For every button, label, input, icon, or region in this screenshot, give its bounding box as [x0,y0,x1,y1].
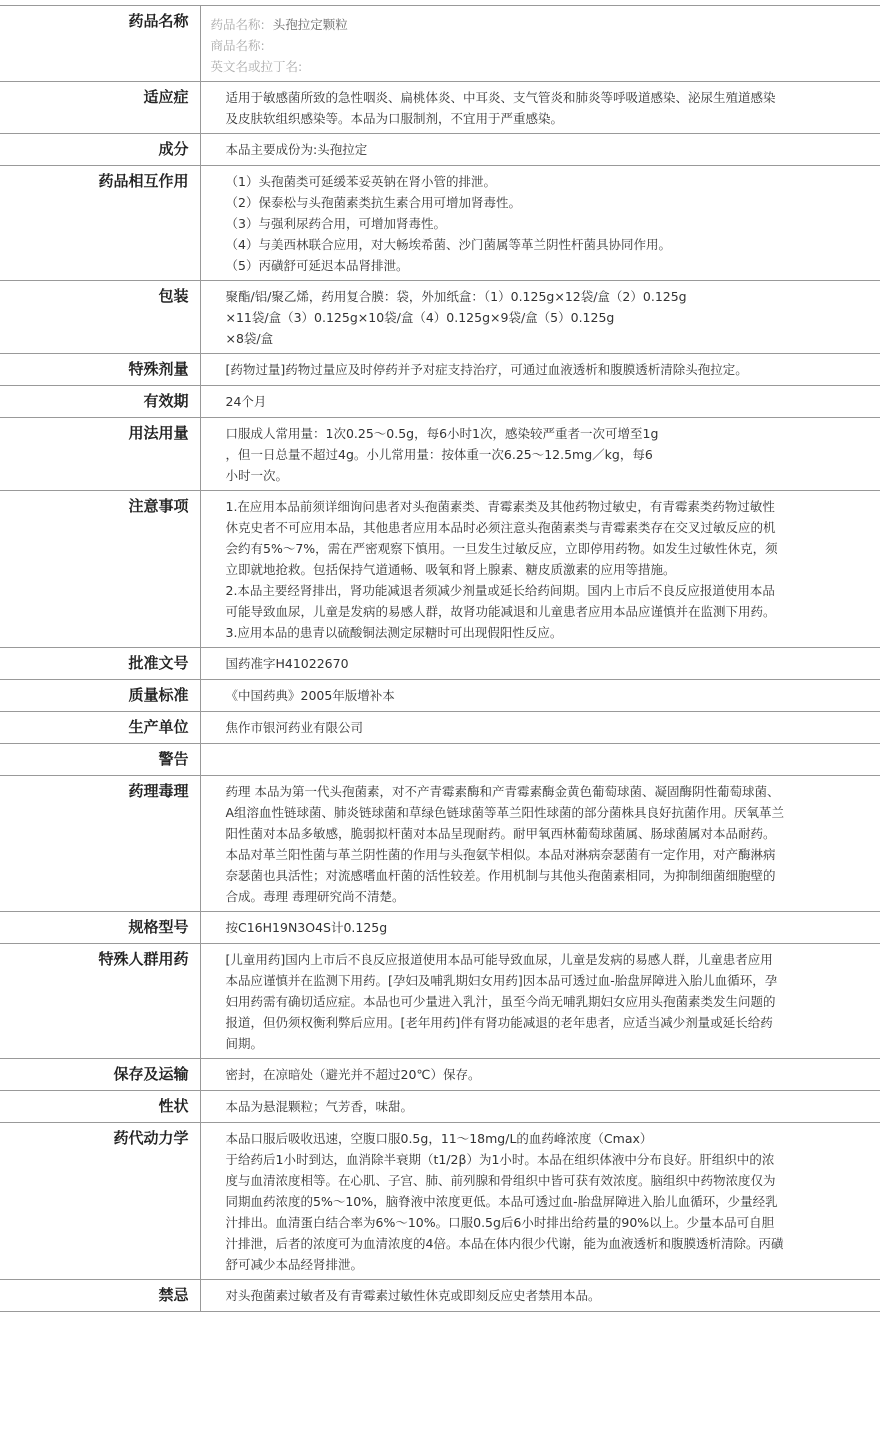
row-value [200,418,880,491]
value-line: 3.应用本品的患青以硫酸铜法测定尿糖时可出现假阳性反应。 [225,625,563,640]
row-value [200,491,880,648]
row-label: 批准文号 [0,648,200,680]
row-value [200,1059,880,1091]
row-label: 特殊人群用药 [0,944,200,1059]
value-line: 适用于敏感菌所致的急性咽炎、扁桃体炎、中耳炎、支气管炎和肺炎等呼吸道感染、泌尿生殖道感染及皮肤软组织感染等。本品为口服制剂，不宜用于严重感染。 [225,90,776,126]
info-row [0,776,880,912]
value-line: ×11袋/盒（3）0.125g×10袋/盒（4）0.125g×9袋/盒（5）0.125g [225,310,615,325]
row-value [200,1280,880,1312]
info-row [0,912,880,944]
info-row [0,1091,880,1123]
row-value [200,648,880,680]
row-label: 禁忌 [0,1280,200,1312]
row-label: 质量标准 [0,680,200,712]
value-line: 《中国药典》2005年版增补本 [225,688,395,703]
row-label: 药理毒理 [0,776,200,912]
row-label: 适应症 [0,82,200,134]
info-row [0,680,880,712]
value-line: 于给药后1小时到达，血消除半衰期（t1/2β）为1小时。本品在组织体液中分布良好。肝组织中的浓度与血清浓度相等。在心肌、子宫、肺、前列腺和骨组织中皆可获有效浓度。脑组织中药物浓度仅为同期血药浓度的5%～10%，脑脊液中浓度更低。本品可透过血-胎盘屏障进入胎儿血循环，少量经乳汁排出。血清蛋白结合率为6%～10%。口服0.5g后6小时排出给药量的90%以上。少量本品可自胆汁排泄，后者的浓度可为血清浓度的4倍。本品在体内很少代谢，能为血液透析和腹膜透析清除。丙磺舒可减少本品经肾排泄。 [225,1152,784,1272]
row-value [200,944,880,1059]
row-label: 注意事项 [0,491,200,648]
value-line: 药理 本品为第一代头孢菌素，对不产青霉素酶和产青霉素酶金黄色葡萄球菌、凝固酶阴性葡萄球菌、A组溶血性链球菌、肺炎链球菌和草绿色链球菌等革兰阳性球菌的部分菌株具良好抗菌作用。厌氧革兰阳性菌对本品多敏感，脆弱拟杆菌对本品呈现耐药。耐甲氧西林葡萄球菌属、肠球菌属对本品耐药。本品对革兰阳性菌与革兰阴性菌的作用与头孢氨苄相似。本品对淋病奈瑟菌有一定作用，对产酶淋病奈瑟菌也具活性；对流感嗜血杆菌的活性较差。作用机制与其他头孢菌素相同，为抑制细菌细胞壁的合成。毒理 毒理研究尚不清楚。 [225,784,785,904]
value-line: （3）与强利尿药合用，可增加肾毒性。 [225,216,446,231]
value-line: 本品为悬混颗粒；气芳香，味甜。 [225,1099,414,1114]
trade-name-label: 商品名称: [210,38,265,53]
row-value [200,744,880,776]
value-line: ×8袋/盒 [225,331,274,346]
info-row [0,134,880,166]
value-line: 国药准字H41022670 [225,656,349,671]
value-line: 24个月 [225,394,267,409]
value-line: [药物过量]药物过量应及时停药并予对症支持治疗，可通过血液透析和腹膜透析清除头孢拉定。 [225,362,748,377]
value-line: [儿童用药]国内上市后不良反应报道使用本品可能导致血尿，儿童是发病的易感人群，儿童患者应用本品应谨慎并在监测下用药。[孕妇及哺乳期妇女用药]因本品可透过血-胎盘屏障进入胎儿血循环，孕妇用药需有确切适应症。本品也可少量进入乳汁，虽至今尚无哺乳期妇女应用头孢菌素类发生问题的报道，但仍须权衡利弊后应用。[老年用药]伴有肾功能减退的老年患者，应适当减少剂量或延长给药间期。 [225,952,778,1051]
drug-info-body [0,6,880,1312]
value-line: 焦作市银河药业有限公司 [225,720,364,735]
info-row [0,281,880,354]
info-row [0,944,880,1059]
row-drug-name [0,6,880,82]
info-row [0,386,880,418]
info-row [0,712,880,744]
info-row [0,166,880,281]
english-name-label: 英文名或拉丁名: [210,59,303,74]
row-label: 成分 [0,134,200,166]
info-row [0,491,880,648]
value-line: （5）丙磺舒可延迟本品肾排泄。 [225,258,409,273]
row-label: 用法用量 [0,418,200,491]
english-name-line [211,56,871,77]
row-value [200,912,880,944]
info-row [0,82,880,134]
info-row [0,1123,880,1280]
drug-info-table [0,5,880,1312]
row-value [200,1091,880,1123]
info-row [0,1059,880,1091]
row-value [200,1123,880,1280]
value-line: （1）头孢菌类可延缓苯妥英钠在肾小管的排泄。 [225,174,496,189]
drug-name-values [200,6,880,82]
value-line: 小时一次。 [225,468,289,483]
value-line: 口服成人常用量：1次0.25～0.5g，每6小时1次，感染较严重者一次可增至1g [225,426,659,441]
row-label: 药品相互作用 [0,166,200,281]
row-label: 保存及运输 [0,1059,200,1091]
value-line: 对头孢菌素过敏者及有青霉素过敏性休克或即刻反应史者禁用本品。 [225,1288,601,1303]
value-line: 2.本品主要经肾排出，肾功能减退者须减少剂量或延长给药间期。国内上市后不良反应报道使用本品可能导致血尿，儿童是发病的易感人群，故肾功能减退和儿童患者应用本品应谨慎并在监测下用药。 [225,583,776,619]
value-line: 本品主要成份为:头孢拉定 [225,142,368,157]
row-value [200,281,880,354]
row-label: 警告 [0,744,200,776]
row-value [200,712,880,744]
row-value [200,82,880,134]
row-label: 生产单位 [0,712,200,744]
row-value [200,680,880,712]
row-label: 有效期 [0,386,200,418]
value-line: 密封，在凉暗处（避光并不超过20℃）保存。 [225,1067,481,1082]
value-line: 按C16H19N3O4S计0.125g [225,920,388,935]
trade-name-line [211,35,871,56]
row-label: 性状 [0,1091,200,1123]
row-value [200,354,880,386]
row-label: 规格型号 [0,912,200,944]
value-line: ，但一日总量不超过4g。小儿常用量：按体重一次6.25～12.5mg／kg，每6 [225,447,653,462]
value-line: 1.在应用本品前须详细询问患者对头孢菌素类、青霉素类及其他药物过敏史，有青霉素类药物过敏性休克史者不可应用本品，其他患者应用本品时必须注意头孢菌素类与青霉素类存在交叉过敏反应的机会约有5%～7%，需在严密观察下慎用。一旦发生过敏反应，立即停用药物。如发生过敏性休克，须立即就地抢救。包括保持气道通畅、吸氧和肾上腺素、糖皮质激素的应用等措施。 [225,499,778,577]
value-line: （2）保泰松与头孢菌素类抗生素合用可增加肾毒性。 [225,195,521,210]
row-value [200,166,880,281]
row-label: 包装 [0,281,200,354]
info-row [0,354,880,386]
value-line: （4）与美西林联合应用，对大畅埃希菌、沙门菌属等革兰阴性杆菌具协同作用。 [225,237,671,252]
generic-name-line [211,14,871,35]
info-row [0,1280,880,1312]
row-value [200,134,880,166]
info-row [0,744,880,776]
value-line: 本品口服后吸收迅速，空腹口服0.5g，11～18mg/L的血药峰浓度（Cmax） [225,1131,653,1146]
info-row [0,648,880,680]
row-value [200,776,880,912]
row-label: 药代动力学 [0,1123,200,1280]
row-value [200,386,880,418]
info-row [0,418,880,491]
value-line: 聚酯/铝/聚乙烯，药用复合膜：袋，外加纸盒：（1）0.125g×12袋/盒（2）0.125g [225,289,687,304]
generic-name-label: 药品名称: [210,17,265,32]
row-label: 药品名称 [0,6,200,82]
generic-name-value: 头孢拉定颗粒 [272,17,348,32]
row-label: 特殊剂量 [0,354,200,386]
